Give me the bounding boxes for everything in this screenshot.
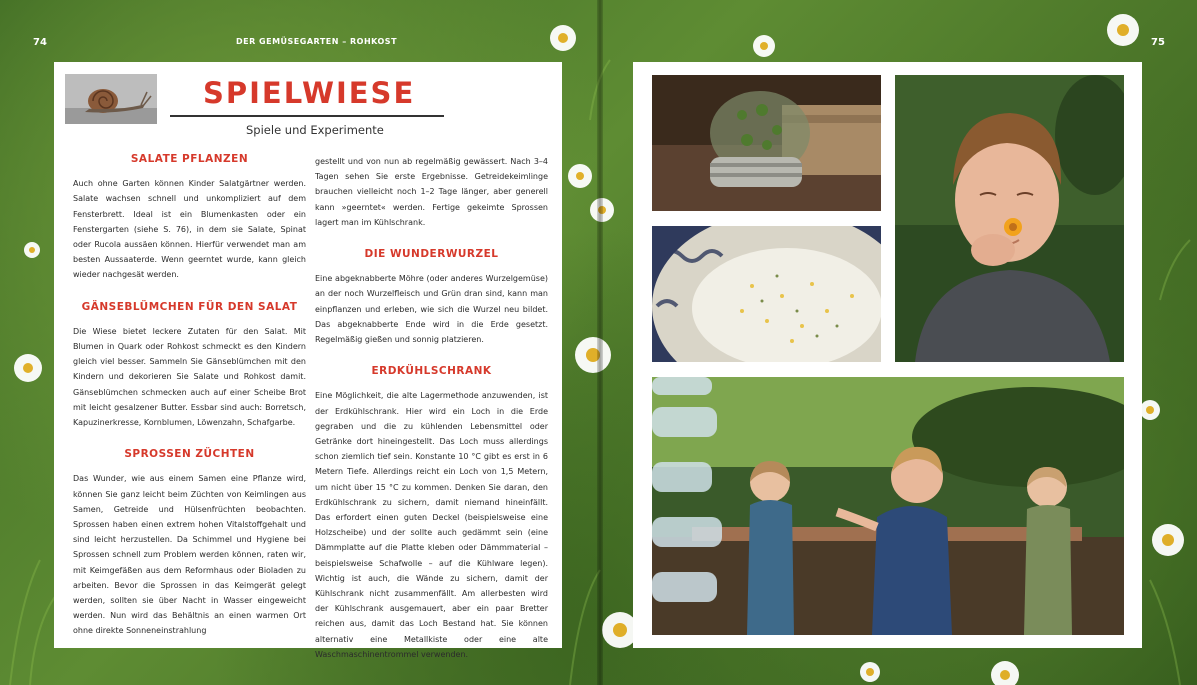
daisy-quark-photo bbox=[652, 226, 881, 362]
section-sprossen bbox=[73, 447, 306, 638]
section-body: gestellt und von nun ab regelmäßig gewässert. Nach 3–4 Tagen sehen Sie erste Ergebnisse. Getreidekeimlinge brauchen vielleicht noch 1–2 Tage länger, aber generell kann »geerntet« werden. Fertige gekeimte Sprossen lagert man im Kühlschrank. bbox=[315, 157, 548, 227]
section-body: Auch ohne Garten können Kinder Salatgärtner werden. Salate wachsen schnell und unkompliziert auf dem Fensterbrett. Ideal ist ein Blumenkasten oder ein Fenstergarten (siehe S. 76), in dem sie Salate, Spinat oder Rucola aussäen können. Hierfür verwendet man am besten Aussaaterde. Wenn geerntet wurde, kann gleich wieder nachgesät werden. bbox=[73, 179, 306, 280]
article-title: SPIELWIESE bbox=[203, 76, 416, 110]
section-body: Eine abgeknabberte Möhre (oder anderes Wurzelgemüse) an der noch Wurzelfleisch und Grün dran sind, kann man einpflanzen und erleben, wie sich die Wurzel neu bildet. Das abgeknabberte Ende wird in die Erde gesetzt. Regelmäßig gießen und sonnig platzieren. bbox=[315, 274, 548, 345]
page-number-left: 74 bbox=[33, 37, 47, 48]
text-column-right bbox=[315, 154, 548, 679]
photo-frame bbox=[633, 62, 1142, 648]
boy-with-flower-photo bbox=[895, 75, 1124, 362]
kids-experiment-photo bbox=[652, 377, 1124, 635]
sprout-jar-photo bbox=[652, 75, 881, 211]
section-heading: ERDKÜHLSCHRANK bbox=[371, 365, 492, 378]
text-column-left bbox=[73, 152, 306, 656]
running-head: DER GEMÜSEGARTEN – ROHKOST bbox=[236, 37, 398, 46]
snail-photo bbox=[65, 74, 157, 124]
section-heading: GÄNSEBLÜMCHEN FÜR DEN SALAT bbox=[81, 300, 298, 313]
section-heading: DIE WUNDERWURZEL bbox=[364, 248, 499, 261]
section-erdkuehlschrank bbox=[315, 364, 548, 662]
section-salate bbox=[73, 152, 306, 283]
section-body: Das Wunder, wie aus einem Samen eine Pflanze wird, können Sie ganz leicht beim Züchten von Keimlingen aus Samen, Getreide und Hülsenfrüchten beobachten. Sprossen haben einen extrem hohen Vitalstoffgehalt und sind leicht herzustellen. Da Schimmel und Hygiene bei Sprossen schnell zum Problem werden können, raten wir, mit Keimgefäßen aus dem Reformhaus oder Bioladen zu arbeiten. Bevor die Sprossen in das Keimgerät gelegt werden, sollten sie über Nacht in Wasser eingeweicht werden. Nun wird das Behältnis an einen warmen Ort ohne direkte Sonneneinstrahlung bbox=[73, 474, 306, 636]
article-subtitle: Spiele und Experimente bbox=[246, 123, 384, 137]
section-heading: SPROSSEN ZÜCHTEN bbox=[124, 448, 255, 461]
section-body: Eine Möglichkeit, die alte Lagermethode anzuwenden, ist der Erdkühlschrank. Hier wird ein Loch in die Erde gegraben und die zu kühlenden Lebensmittel oder Getränke dort hineingestellt. Das Loch muss allerdings schon ziemlich tief sein. Konstante 10 °C gibt es erst in 6 Metern Tiefe. Allerdings reicht ein Loch von 1,5 Metern, um nicht über 15 °C zu kommen. Denken Sie daran, den Erdkühlschrank zu sichern, damit niemand hineinfällt. Das erfordert einen guten Deckel (beispielsweise eine Holzscheibe) und der sollte auch gedämmt sein (eine Dämmplatte auf die Platte kleben oder Dämmmaterial – beispielsweise Schafwolle – auf die Kühlware legen). Wichtig ist auch, die Wände zu sichern, damit der Kühlschrank nicht zusammenfällt. Am allerbesten wird der Kühlschrank ausgemauert, aber ein paar Bretter reichen aus, damit das Loch Bestand hat. Sie können alternativ eine Metallkiste oder eine alte Waschmaschinentrommel verwenden. bbox=[315, 391, 548, 659]
section-body: Die Wiese bietet leckere Zutaten für den Salat. Mit Blumen in Quark oder Rohkost schmeckt es den Kindern gleich viel besser. Sammeln Sie Gänseblümchen mit den Kindern und dekorieren Sie Salate und Rohkost damit. Gänseblümchen schmecken auch auf einer Scheibe Brot mit leicht gesalzener Butter. Essbar sind auch: Borretsch, Kapuzinerkresse, Kornblumen, Löwenzahn, Schafgarbe. bbox=[73, 326, 306, 428]
book-spine bbox=[597, 0, 603, 685]
section-wunderwurzel bbox=[315, 247, 548, 347]
title-divider bbox=[170, 115, 444, 117]
page-number-right: 75 bbox=[1151, 37, 1165, 48]
section-gaenseblumen bbox=[73, 300, 306, 431]
article-panel bbox=[54, 62, 562, 659]
section-heading: SALATE PFLANZEN bbox=[130, 153, 249, 165]
section-continuation bbox=[315, 154, 548, 230]
